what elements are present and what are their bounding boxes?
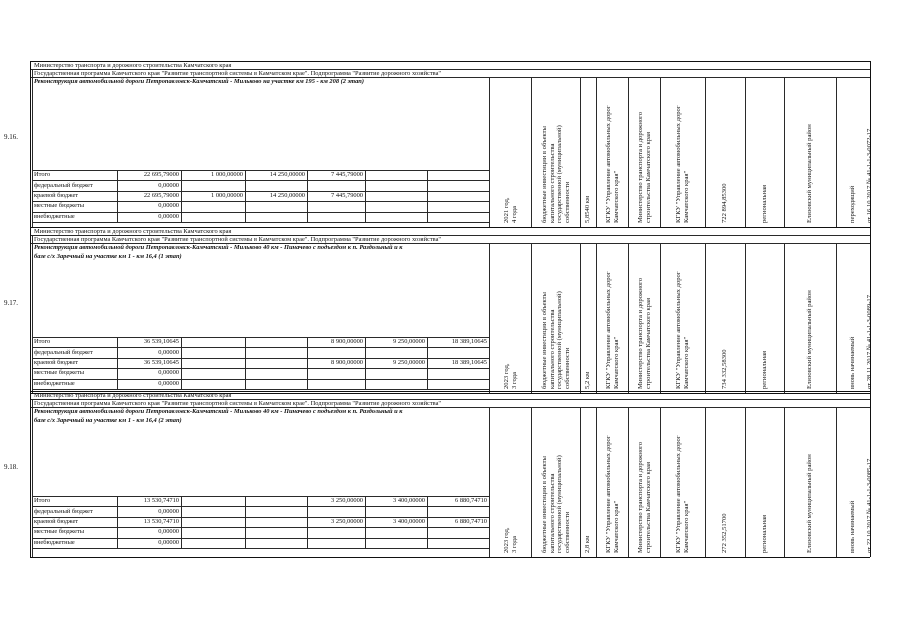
significance-text: региональная <box>760 350 768 389</box>
table-rule <box>580 243 581 393</box>
ministry-name: Министерство транспорта и дорожного строительства Камчатского края <box>34 62 232 69</box>
program-name: Государственная программа Камчатского края "Развитие транспортной системы в Камчатском крае". Подпрограмма "Развитие дорожного хозяйства" <box>34 400 442 407</box>
table-rule <box>745 243 746 393</box>
table-rule <box>245 496 246 548</box>
table-rule <box>32 368 489 369</box>
table-rule <box>32 399 33 557</box>
table-rule <box>30 391 31 557</box>
table-rule <box>32 347 489 348</box>
capacity-text: 2,8 км <box>584 535 591 553</box>
developer-text: КГКУ "Управление автомобильных дорог Камчатского края" <box>675 435 690 553</box>
table-rule <box>580 407 581 557</box>
table-rule <box>32 201 489 202</box>
expertise-text: от 16.10.2017 № 41-1-1-3-0072-17 <box>866 128 873 223</box>
budget-value: 0,00000 <box>158 528 179 536</box>
significance-text: региональная <box>760 184 768 223</box>
budget-value: 0,00000 <box>158 181 179 189</box>
budget-label: краевой бюджет <box>34 359 79 366</box>
table-rule <box>660 407 661 557</box>
budget-value: 18 389,10645 <box>451 338 487 346</box>
customer-text: КГКУ "Управление автомобильных дорог Камчатского края" <box>604 271 620 389</box>
program-name: Государственная программа Камчатского края "Развитие транспортной системы в Камчатском крае". Подпрограмма "Развитие дорожного хозяйства" <box>34 70 442 77</box>
table-rule <box>531 77 532 227</box>
budget-value: 13 530,74710 <box>143 518 179 525</box>
coordinator-text: Министерство транспорта и дорожного строительства Камчатского края <box>636 442 652 553</box>
table-rule <box>32 389 489 390</box>
budget-label: местные бюджеты <box>34 528 85 536</box>
object-name: Реконструкция автомобильной дороги Петропавловск-Камчатский - Мильково на участке км 195 - км 208 (2 этап) <box>34 78 364 85</box>
table-rule <box>489 243 490 393</box>
investment-type-text: бюджетные инвестиции в объекты капитального строительства государственной (муниципальной) собственности <box>540 291 571 389</box>
cost-text: 272 352,51700 <box>721 513 728 553</box>
budget-value: 0,00000 <box>158 348 179 356</box>
budget-value: 7 445,79000 <box>331 171 363 179</box>
cost-text: 722 894,85300 <box>721 183 728 223</box>
table-rule <box>596 407 597 557</box>
budget-value: 9 250,00000 <box>393 359 425 366</box>
table-rule <box>181 337 182 389</box>
budget-value: 1 000,00000 <box>211 171 243 179</box>
coordinator-text: Министерство транспорта и дорожного строительства Камчатского края <box>636 112 652 223</box>
period-text: 2021 год, 4 года <box>502 197 518 223</box>
status-text: переходящий <box>849 185 856 223</box>
table-rule <box>245 337 246 389</box>
object-name: базе с/х Заречный на участке км 1 - км 16,4 (2 этап) <box>34 417 182 424</box>
budget-value: 3 250,00000 <box>331 497 363 505</box>
budget-value: 7 445,79000 <box>331 192 363 199</box>
table-rule <box>365 170 366 222</box>
developer-text: КГКУ "Управление автомобильных дорог Камчатского края" <box>675 105 690 223</box>
table-rule <box>836 77 837 227</box>
table-rule <box>660 243 661 393</box>
budget-label: федеральный бюджет <box>34 181 93 189</box>
budget-value: 22 695,79000 <box>143 192 179 199</box>
table-rule <box>531 243 532 393</box>
budget-value: 1 000,00000 <box>211 192 243 199</box>
customer-text: КГКУ "Управление автомобильных дорог Камчатского края" <box>604 435 620 553</box>
table-rule <box>784 77 785 227</box>
ministry-name: Министерство транспорта и дорожного строительства Камчатского края <box>34 228 232 235</box>
budget-value: 36 539,10645 <box>143 359 179 366</box>
budget-value: 3 400,00000 <box>393 518 425 525</box>
table-rule <box>32 506 489 507</box>
customer-text: КГКУ "Управление автомобильных дорог Камчатского края" <box>604 105 620 223</box>
investment-type-text: бюджетные инвестиции в объекты капитального строительства государственной (муниципальной) собственности <box>540 455 571 553</box>
table-rule <box>30 557 870 558</box>
budget-value: 18 389,10645 <box>451 359 487 366</box>
table-rule <box>32 212 489 213</box>
object-name: Реконструкция автомобильной дороги Петропавловск-Камчатский - Мильково 40 км - Пиначево с подъездом к п. Раздольный и к <box>34 244 403 251</box>
table-rule <box>32 235 33 393</box>
table-rule <box>836 243 837 393</box>
period-text: 2023 год, 3 года <box>502 363 518 389</box>
table-rule <box>32 379 489 380</box>
budget-value: 8 900,00000 <box>331 359 363 366</box>
budget-value: 6 880,74710 <box>455 518 487 525</box>
budget-value: 3 250,00000 <box>331 518 363 525</box>
municipality-text: Елизовский муниципальный район <box>806 124 813 223</box>
table-rule <box>580 77 581 227</box>
table-rule <box>32 222 489 223</box>
table-rule <box>628 77 629 227</box>
budget-value: 14 250,00000 <box>269 171 305 179</box>
budget-value: 0,00000 <box>158 212 179 220</box>
table-rule <box>531 407 532 557</box>
table-rule <box>181 496 182 548</box>
table-rule <box>30 227 31 393</box>
row-number: 9.18. <box>4 463 18 471</box>
budget-value: 0,00000 <box>158 507 179 515</box>
table-rule <box>32 548 489 549</box>
table-rule <box>745 407 746 557</box>
budget-label: внебюджетные <box>34 538 75 546</box>
budget-label: местные бюджеты <box>34 369 85 377</box>
table-rule <box>628 243 629 393</box>
budget-label: местные бюджеты <box>34 202 85 210</box>
significance-text: региональная <box>760 514 768 553</box>
budget-label: федеральный бюджет <box>34 507 93 515</box>
program-name: Государственная программа Камчатского края "Развитие транспортной системы в Камчатском крае". Подпрограмма "Развитие дорожного хозяйства" <box>34 236 442 243</box>
table-rule <box>745 77 746 227</box>
period-text: 2023 год, 3 года <box>502 527 518 553</box>
object-name: базе с/х Заречный на участке км 1 - км 16,4 (1 этап) <box>34 253 182 260</box>
object-name: Реконструкция автомобильной дороги Петропавловск-Камчатский - Мильково 40 км - Пиначево с подъездом к п. Раздольный и к <box>34 408 403 415</box>
table-rule <box>30 61 31 227</box>
budget-value: 36 539,10645 <box>143 338 179 346</box>
investment-type-text: бюджетные инвестиции в объекты капитального строительства государственной (муниципальной) собственности <box>540 125 571 223</box>
budget-value: 0,00000 <box>158 379 179 387</box>
budget-value: 14 250,00000 <box>269 192 305 199</box>
row-number: 9.16. <box>4 133 18 141</box>
budget-label: федеральный бюджет <box>34 348 93 356</box>
table-rule <box>836 407 837 557</box>
municipality-text: Елизовский муниципальный район <box>806 290 813 389</box>
table-rule <box>660 77 661 227</box>
table-rule <box>489 77 490 227</box>
status-text: вновь начинаемый <box>849 336 856 389</box>
budget-label: Итого <box>34 497 51 505</box>
budget-value: 0,00000 <box>158 202 179 210</box>
status-text: вновь начинаемый <box>849 500 856 553</box>
table-rule <box>705 407 706 557</box>
budget-value: 13 530,74710 <box>143 497 179 505</box>
table-rule <box>32 180 489 181</box>
expertise-text: от 28.11.2017 № 41-1-1-3-0089-17 <box>866 295 873 389</box>
capacity-text: 5,8540 км <box>584 195 591 223</box>
row-number: 9.17. <box>4 299 18 307</box>
cost-text: 734 332,58300 <box>721 349 728 389</box>
table-rule <box>596 77 597 227</box>
budget-value: 6 880,74710 <box>455 497 487 505</box>
budget-label: внебюджетные <box>34 379 75 387</box>
budget-label: Итого <box>34 171 51 179</box>
ministry-name: Министерство транспорта и дорожного строительства Камчатского края <box>34 392 232 399</box>
table-rule <box>32 527 489 528</box>
table-rule <box>628 407 629 557</box>
table-rule <box>596 243 597 393</box>
table-rule <box>784 407 785 557</box>
budget-value: 0,00000 <box>158 538 179 546</box>
capacity-text: 5,2 км <box>584 371 591 389</box>
coordinator-text: Министерство транспорта и дорожного строительства Камчатского края <box>636 278 652 389</box>
budget-label: краевой бюджет <box>34 518 79 525</box>
municipality-text: Елизовский муниципальный район <box>806 454 813 553</box>
table-rule <box>489 407 490 557</box>
table-rule <box>705 243 706 393</box>
table-rule <box>32 538 489 539</box>
budget-value: 3 400,00000 <box>393 497 425 505</box>
budget-label: внебюджетные <box>34 212 75 220</box>
table-rule <box>32 69 33 227</box>
expertise-text: от 22.10.2017 № 41-1-1-3-0085-17 <box>866 458 873 553</box>
table-rule <box>427 170 428 222</box>
developer-text: КГКУ "Управление автомобильных дорог Камчатского края" <box>675 271 690 389</box>
table-rule <box>784 243 785 393</box>
budget-value: 8 900,00000 <box>331 338 363 346</box>
budget-value: 22 695,79000 <box>143 171 179 179</box>
budget-label: краевой бюджет <box>34 192 79 199</box>
table-rule <box>705 77 706 227</box>
budget-value: 0,00000 <box>158 369 179 377</box>
budget-value: 9 250,00000 <box>393 338 425 346</box>
budget-label: Итого <box>34 338 51 346</box>
